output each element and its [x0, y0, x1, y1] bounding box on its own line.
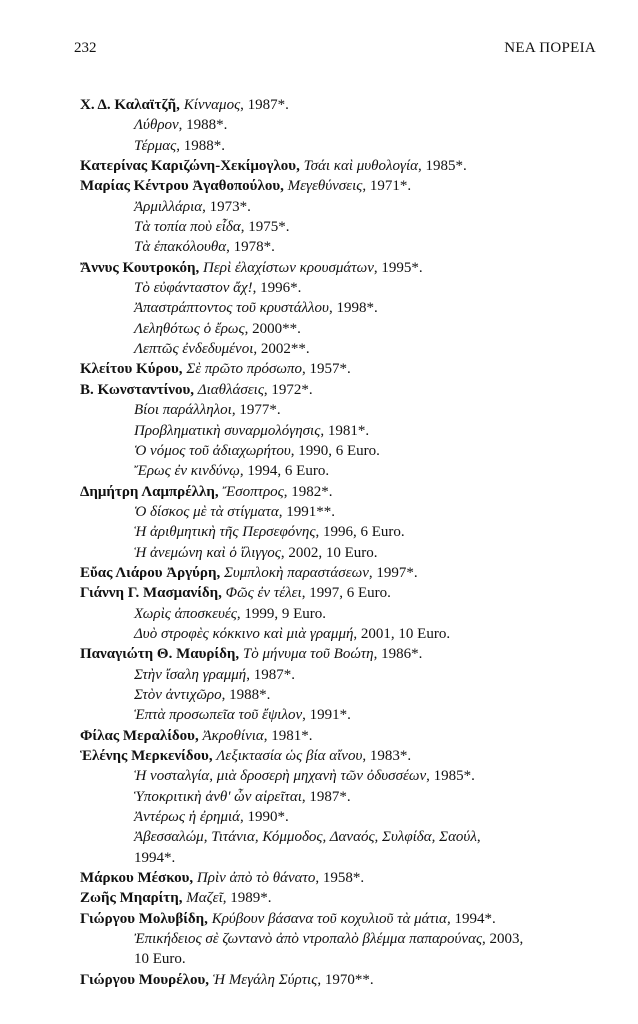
entry-continuation-line [0, 604, 638, 624]
entry-author: Γιώργου Μολυβίδη, [80, 910, 212, 927]
entry-title: Ὑποκριτικὴ ἀνθ' ὧν αἱρεῖται [134, 788, 302, 805]
entry-author-line [0, 746, 638, 766]
entry-title: Λεξικτασία ὡς βία αἴνου [216, 748, 363, 764]
entry-title: Στὸν ἀντιχῶρο [134, 686, 222, 703]
entry-title: Προβληματικὴ συναρμολόγησις [134, 422, 321, 439]
entry-continuation-line [0, 319, 638, 339]
entry-details: , 1971*. [362, 178, 412, 195]
entry-details: , 1994*. [446, 910, 496, 927]
entry-continuation-line [0, 197, 638, 217]
entry-author-line [0, 970, 638, 990]
entry-title: Ἡ νοσταλγία, μιὰ δροσερὴ μηχανὴ τῶν ὀδυσσέων [134, 768, 427, 785]
entry-title: Ἀπαστράπτοντος τοῦ κρυστάλλου [134, 300, 329, 317]
entry-details: , 1985*. [426, 768, 475, 785]
entry-details: , 2002, 10 Euro. [280, 544, 378, 561]
entry-continuation-line [0, 237, 638, 257]
entry-details: , 1983*. [362, 748, 412, 764]
entry-details: , 1981*. [320, 422, 370, 439]
entry-author-line [0, 156, 638, 176]
entry-title: Ἐπικήδειος σὲ ζωντανὸ ἀπὸ ντροπαλὸ βλέμμα παπαρούνας [134, 931, 483, 948]
entry-details: , 1978*. [226, 239, 275, 256]
running-title: ΝΕΑ ΠΟΡΕΙΑ [504, 40, 596, 56]
entry-continuation-line [0, 522, 638, 542]
entry-continuation-line [0, 665, 638, 685]
entry-continuation-line [0, 848, 638, 868]
entry-details: , 1977*. [231, 402, 281, 419]
entry-author: Χ. Δ. Καλαϊτζῆ, [80, 97, 184, 113]
entry-title: Ἑπτὰ προσωπεῖα τοῦ ἔψιλον [134, 707, 303, 724]
entry-details: , 1997*. [368, 564, 418, 581]
entry-continuation-line [0, 929, 638, 949]
entry-details: , 1988*. [178, 117, 228, 134]
entry-author-line [0, 258, 638, 278]
entry-details: , 1985*. [417, 158, 467, 175]
entry-continuation-line [0, 217, 638, 237]
entry-details: , 1975*. [240, 219, 290, 236]
entry-title: Στὴν ἴσαλη γραμμή [134, 666, 247, 683]
entry-continuation-line [0, 136, 638, 156]
entry-title: Ἡ Μεγάλη Σύρτις [212, 971, 318, 988]
entry-details: 10 Euro. [134, 951, 186, 968]
entry-continuation-line [0, 827, 638, 847]
entry-author-line [0, 644, 638, 664]
entry-author: Β. Κωνσταντίνου, [80, 381, 198, 398]
entry-title: Τσάι καὶ μυθολογία [303, 158, 418, 175]
entry-details: , 1997, 6 Euro. [301, 585, 391, 602]
entry-continuation-line [0, 461, 638, 481]
entry-author: Μάρκου Μέσκου, [80, 870, 197, 887]
entry-details: , 1986*. [373, 646, 423, 663]
entry-title: Ὁ δίσκος μὲ τὰ στίγματα [134, 503, 279, 520]
entry-title: Ἀβεσσαλώμ, Τιτάνια, Κόμμοδος, Δαναός, Συλφίδα, Σαούλ [134, 829, 477, 846]
entry-author: Ζωῆς Μηαρίτη, [80, 890, 187, 907]
entry-author-line [0, 909, 638, 929]
entry-author-line [0, 482, 638, 502]
entry-author-line [0, 95, 638, 115]
entry-details: , 2000**. [244, 320, 301, 337]
entry-details: , 1991**. [278, 503, 336, 520]
entry-details: , 2003, [482, 931, 524, 948]
entry-author: Μαρίας Κέντρου Ἀγαθοπούλου, [80, 178, 288, 195]
entry-continuation-line [0, 787, 638, 807]
entry-title: Φῶς ἐν τέλει [225, 585, 302, 602]
entry-details: , 1996*. [252, 280, 302, 297]
entry-details: , 1989*. [222, 890, 272, 907]
entry-author: Γιάννη Γ. Μασμανίδη, [80, 585, 226, 602]
entry-author: Κλείτου Κύρου, [80, 361, 187, 378]
entry-author: Γιώργου Μουρέλου, [80, 971, 213, 988]
entry-title: Μεγεθύνσεις [287, 178, 363, 195]
entry-author: Παναγιώτη Θ. Μαυρίδη, [80, 646, 243, 663]
entry-author: Εὔας Λιάρου Ἀργύρη, [80, 564, 224, 581]
entry-continuation-line [0, 421, 638, 441]
entry-title: Κίνναμος [183, 97, 241, 113]
entry-title: Σὲ πρῶτο πρόσωπο [186, 361, 303, 378]
entry-details: , 1981*. [263, 727, 313, 744]
entry-title: Ἀκροθίνια [202, 727, 264, 744]
entry-title: Κρύβουν βάσανα τοῦ κοχυλιοῦ τὰ μάτια [211, 910, 447, 927]
entry-continuation-line [0, 807, 638, 827]
entry-continuation-line [0, 685, 638, 705]
entry-title: Περὶ ἐλαχίστων κρουσμάτων [203, 259, 374, 276]
entry-continuation-line [0, 278, 638, 298]
entry-details: , 1990, 6 Euro. [290, 442, 380, 459]
entry-continuation-line [0, 115, 638, 135]
entry-title: Ἀρμιλλάρια [134, 198, 203, 215]
entry-details: , 1995*. [373, 259, 423, 276]
entry-title: Λεπτῶς ἐνδεδυμένοι [134, 341, 254, 358]
entry-title: Τὸ εὐφάνταστον ἄχ! [134, 280, 253, 297]
entry-details: , 1996, 6 Euro. [315, 524, 405, 541]
entry-continuation-line [0, 624, 638, 644]
entry-author-line [0, 359, 638, 379]
entry-author: Ἄννυς Κουτροκόη, [80, 259, 203, 276]
entry-continuation-line [0, 441, 638, 461]
entry-title: Ἔσοπτρος [222, 483, 284, 500]
entry-details: , 1994, 6 Euro. [239, 463, 330, 480]
entry-details: , 1958*. [315, 870, 365, 887]
entry-author-line [0, 583, 638, 603]
entry-title: Διαθλάσεις [197, 381, 264, 398]
entry-title: Χωρὶς ἀποσκευές [134, 605, 237, 622]
entry-title: Μαζεῖ [186, 890, 223, 907]
entry-author-line [0, 380, 638, 400]
entry-continuation-line [0, 339, 638, 359]
entry-continuation-line [0, 400, 638, 420]
entry-details: , 2001, 10 Euro. [353, 625, 451, 642]
entry-author: Δημήτρη Λαμπρέλλη, [80, 483, 223, 500]
entry-details: , 1998*. [328, 300, 378, 317]
entry-title: Λεληθότως ὁ ἔρως [134, 320, 245, 337]
entry-details: 1994*. [134, 849, 176, 866]
entry-title: Ὁ νόμος τοῦ ἀδιαχωρήτου [134, 442, 291, 459]
bibliography-list [0, 95, 638, 990]
entry-details: , 1988*. [176, 137, 225, 154]
entry-details: , 1987*. [246, 666, 295, 683]
entry-title: Συμπλοκὴ παραστάσεων [223, 564, 369, 581]
entry-title: Πρὶν ἀπὸ τὸ θάνατο [196, 870, 316, 887]
entry-title: Ἡ ἀνεμώνη καὶ ὁ ἴλιγγος [134, 544, 281, 561]
entry-details: , 2002**. [253, 341, 310, 358]
page-header [74, 40, 596, 60]
entry-details: , 1987*. [240, 97, 289, 113]
entry-author-line [0, 888, 638, 908]
entry-title: Λύθρον [134, 117, 179, 134]
entry-title: Τὰ τοπία ποὺ εἶδα [134, 219, 241, 236]
entry-title: Βίοι παράλληλοι [134, 402, 232, 419]
page-number: 232 [74, 40, 97, 56]
entry-details: , 1982*. [283, 483, 333, 500]
entry-author-line [0, 563, 638, 583]
entry-author-line [0, 868, 638, 888]
entry-title: Δυὸ στροφὲς κόκκινο καὶ μιὰ γραμμή [134, 625, 354, 642]
entry-continuation-line [0, 949, 638, 969]
entry-author: Φίλας Μεραλίδου, [80, 727, 203, 744]
entry-details: , 1970**. [317, 971, 374, 988]
entry-details: , 1990*. [240, 809, 289, 826]
entry-continuation-line [0, 543, 638, 563]
entry-title: Τέρμας [134, 137, 177, 154]
entry-continuation-line [0, 298, 638, 318]
entry-details: , 1999, 9 Euro. [236, 605, 327, 622]
entry-continuation-line [0, 766, 638, 786]
entry-title: Τὸ μήνυμα τοῦ Βοώτη [242, 646, 374, 663]
entry-continuation-line [0, 705, 638, 725]
entry-details: , 1957*. [302, 361, 351, 378]
entry-title: Τὰ ἐπακόλουθα [134, 239, 227, 256]
entry-author: Ἑλένης Μερκενίδου, [80, 748, 217, 764]
entry-details: , 1973*. [202, 198, 251, 215]
entry-continuation-line [0, 502, 638, 522]
entry-title: Ἀντέρως ἡ ἐρημιά [134, 809, 241, 826]
entry-title: Ἔρως ἐν κινδύνῳ [134, 463, 240, 480]
entry-author-line [0, 726, 638, 746]
entry-details: , 1987*. [301, 788, 351, 805]
entry-details: , 1988*. [221, 686, 271, 703]
entry-details: , [476, 829, 481, 846]
entry-details: , 1972*. [263, 381, 313, 398]
entry-author: Κατερίνας Καριζώνη-Χεκίμογλου, [80, 158, 304, 175]
entry-author-line [0, 176, 638, 196]
entry-title: Ἡ ἀριθμητικὴ τῆς Περσεφόνης [134, 524, 316, 541]
entry-details: , 1991*. [302, 707, 351, 724]
